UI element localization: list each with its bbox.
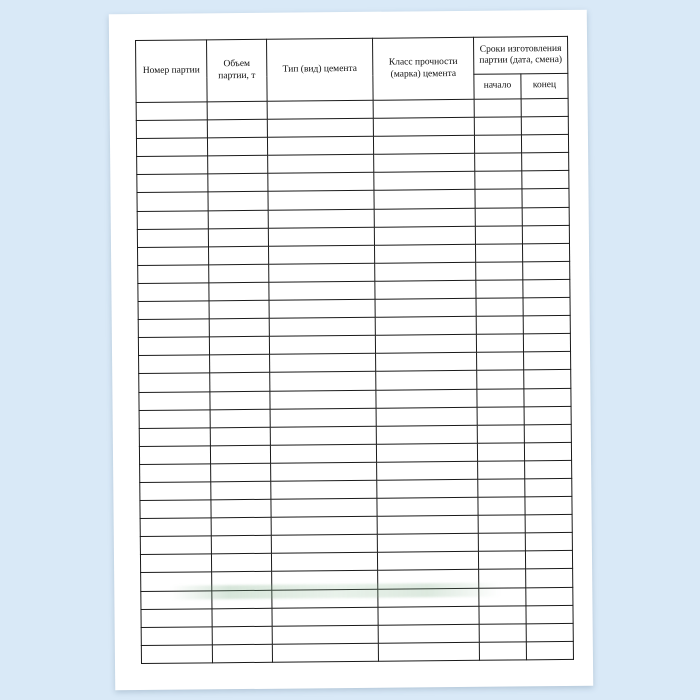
table-cell — [377, 515, 478, 534]
table-cell — [139, 409, 210, 428]
table-cell — [271, 516, 377, 535]
table-cell — [211, 499, 271, 518]
table-cell — [475, 189, 522, 208]
table-cell — [374, 208, 475, 227]
table-cell — [210, 445, 270, 464]
table-cell — [525, 515, 572, 534]
table-cell — [139, 391, 210, 410]
column-header-production-dates: Сроки изготовления партии (дата, смена) — [474, 36, 568, 74]
table-cell — [212, 644, 272, 663]
table-cell — [211, 481, 271, 500]
table-cell — [479, 569, 526, 588]
table-cell — [477, 388, 524, 407]
table-cell — [138, 337, 209, 356]
table-cell — [475, 171, 522, 190]
table-cell — [479, 605, 526, 624]
table-cell — [521, 98, 568, 117]
table-cell — [268, 155, 374, 174]
table-cell — [272, 625, 378, 644]
table-cell — [374, 244, 475, 263]
table-cell — [267, 118, 373, 137]
table-cell — [137, 174, 208, 193]
table-cell — [208, 228, 268, 247]
table-cell — [525, 533, 572, 552]
table-cell — [209, 337, 269, 356]
table-cell — [475, 226, 522, 245]
table-cell — [378, 606, 479, 625]
table-cell — [138, 283, 209, 302]
table-cell — [267, 100, 373, 119]
table-cell — [272, 643, 378, 662]
table-cell — [477, 406, 524, 425]
table-cell — [212, 572, 272, 591]
table-cell — [269, 335, 375, 354]
paper-page — [109, 10, 593, 691]
table-cell — [524, 370, 571, 389]
table-cell — [479, 624, 526, 643]
table-cell — [209, 318, 269, 337]
table-cell — [138, 319, 209, 338]
table-cell — [269, 299, 375, 318]
table-cell — [268, 191, 374, 210]
table-cell — [270, 444, 376, 463]
table-cell — [521, 116, 568, 135]
table-cell — [210, 373, 270, 392]
table-cell — [208, 174, 268, 193]
table-cell — [136, 102, 207, 121]
table-cell — [476, 316, 523, 335]
table-cell — [212, 626, 272, 645]
table-cell — [141, 572, 212, 591]
table-cell — [375, 316, 476, 335]
table-cell — [209, 282, 269, 301]
table-cell — [136, 138, 207, 157]
table-cell — [477, 443, 524, 462]
table-cell — [373, 135, 474, 154]
table-cell — [272, 607, 378, 626]
table-cell — [269, 317, 375, 336]
table-cell — [525, 551, 572, 570]
table-cell — [378, 588, 479, 607]
table-cell — [377, 479, 478, 498]
table-cell — [138, 247, 209, 266]
table-cell — [522, 171, 569, 190]
table-cell — [526, 641, 573, 660]
table-cell — [523, 297, 570, 316]
table-cell — [138, 265, 209, 284]
table-cell — [474, 117, 521, 136]
table-cell — [524, 352, 571, 371]
table-cell — [479, 642, 526, 661]
table-cell — [271, 553, 377, 572]
table-cell — [211, 536, 271, 555]
column-header-date-end: конец — [521, 73, 568, 98]
table-cell — [210, 427, 270, 446]
table-cell — [526, 605, 573, 624]
table-cell — [477, 352, 524, 371]
table-cell — [209, 246, 269, 265]
table-cell — [525, 496, 572, 515]
column-header-date-start: начало — [474, 74, 521, 99]
table-cell — [270, 390, 376, 409]
table-cell — [374, 226, 475, 245]
table-body — [136, 98, 573, 663]
table-cell — [375, 262, 476, 281]
table-cell — [374, 190, 475, 209]
table-cell — [375, 280, 476, 299]
table-cell — [268, 245, 374, 264]
table-cell — [526, 569, 573, 588]
column-header-cement-type: Тип (вид) цемента — [267, 38, 374, 101]
table-cell — [475, 153, 522, 172]
table-cell — [141, 645, 212, 664]
table-cell — [476, 280, 523, 299]
table-cell — [477, 425, 524, 444]
table-cell — [377, 497, 478, 516]
table-cell — [476, 298, 523, 317]
table-cell — [377, 552, 478, 571]
table-cell — [269, 263, 375, 282]
header-row-main — [136, 36, 568, 77]
table-cell — [141, 627, 212, 646]
table-cell — [139, 373, 210, 392]
table-cell — [211, 463, 271, 482]
table-cell — [378, 570, 479, 589]
table-cell — [138, 301, 209, 320]
table-cell — [522, 243, 569, 262]
table-cell — [477, 370, 524, 389]
table-cell — [376, 425, 477, 444]
table-cell — [526, 587, 573, 606]
table-cell — [137, 156, 208, 175]
table-cell — [139, 355, 210, 374]
table-cell — [270, 354, 376, 373]
table-cell — [373, 117, 474, 136]
table-cell — [207, 101, 267, 120]
table-cell — [476, 334, 523, 353]
table-cell — [141, 608, 212, 627]
table-cell — [378, 624, 479, 643]
table-cell — [523, 261, 570, 280]
table-cell — [140, 482, 211, 501]
table-cell — [269, 281, 375, 300]
table-cell — [272, 589, 378, 608]
table-cell — [525, 478, 572, 497]
table-row — [141, 641, 573, 663]
column-header-lot-number: Номер партии — [136, 40, 208, 103]
table-cell — [211, 554, 271, 573]
table-cell — [374, 154, 475, 173]
table-cell — [523, 316, 570, 335]
table-cell — [212, 590, 272, 609]
table-cell — [524, 388, 571, 407]
table-cell — [525, 460, 572, 479]
table-cell — [270, 408, 376, 427]
table-cell — [270, 372, 376, 391]
table-cell — [209, 300, 269, 319]
table-cell — [207, 137, 267, 156]
table-cell — [376, 443, 477, 462]
table-cell — [524, 424, 571, 443]
table-cell — [211, 517, 271, 536]
table-cell — [374, 172, 475, 191]
table-cell — [137, 210, 208, 229]
table-cell — [136, 120, 207, 139]
table-cell — [478, 461, 525, 480]
table-cell — [377, 461, 478, 480]
table-cell — [140, 464, 211, 483]
table-cell — [375, 298, 476, 317]
table-cell — [478, 551, 525, 570]
column-header-lot-volume: Объем партии, т — [207, 39, 268, 102]
table-cell — [210, 391, 270, 410]
table-cell — [268, 227, 374, 246]
table-cell — [523, 279, 570, 298]
table-cell — [522, 189, 569, 208]
table-cell — [210, 355, 270, 374]
table-cell — [376, 407, 477, 426]
table-cell — [267, 136, 373, 155]
table-cell — [474, 99, 521, 118]
table-cell — [140, 554, 211, 573]
table-cell — [377, 534, 478, 553]
table-cell — [212, 608, 272, 627]
table-cell — [376, 371, 477, 390]
table-cell — [478, 497, 525, 516]
table-cell — [270, 426, 376, 445]
table-cell — [268, 173, 374, 192]
table-cell — [272, 571, 378, 590]
table-cell — [524, 406, 571, 425]
table-cell — [210, 409, 270, 428]
table-cell — [522, 225, 569, 244]
table-cell — [376, 389, 477, 408]
table-cell — [137, 229, 208, 248]
table-cell — [524, 442, 571, 461]
table-header — [136, 36, 569, 102]
table-cell — [479, 587, 526, 606]
table-cell — [523, 334, 570, 353]
table-cell — [207, 119, 267, 138]
table-cell — [209, 264, 269, 283]
table-cell — [139, 428, 210, 447]
table-cell — [268, 209, 374, 228]
table-cell — [140, 500, 211, 519]
table-cell — [373, 99, 474, 118]
table-cell — [376, 353, 477, 372]
table-cell — [271, 462, 377, 481]
table-cell — [137, 192, 208, 211]
table-cell — [271, 480, 377, 499]
table-cell — [476, 262, 523, 281]
table-cell — [521, 135, 568, 154]
table-cell — [141, 590, 212, 609]
page-content — [135, 36, 567, 668]
table-cell — [208, 210, 268, 229]
table-cell — [378, 642, 479, 661]
table-cell — [139, 446, 210, 465]
table-cell — [526, 623, 573, 642]
table-cell — [140, 518, 211, 537]
table-cell — [208, 192, 268, 211]
table-cell — [208, 156, 268, 175]
table-cell — [475, 207, 522, 226]
table-cell — [478, 479, 525, 498]
cement-lot-register-table — [135, 36, 574, 664]
table-cell — [140, 536, 211, 555]
table-cell — [478, 515, 525, 534]
table-cell — [271, 535, 377, 554]
column-header-strength-class: Класс прочности (марка) цемента — [373, 37, 475, 100]
table-cell — [271, 498, 377, 517]
table-cell — [475, 244, 522, 263]
table-cell — [522, 207, 569, 226]
table-cell — [478, 533, 525, 552]
table-cell — [522, 153, 569, 172]
table-cell — [474, 135, 521, 154]
table-cell — [375, 335, 476, 354]
